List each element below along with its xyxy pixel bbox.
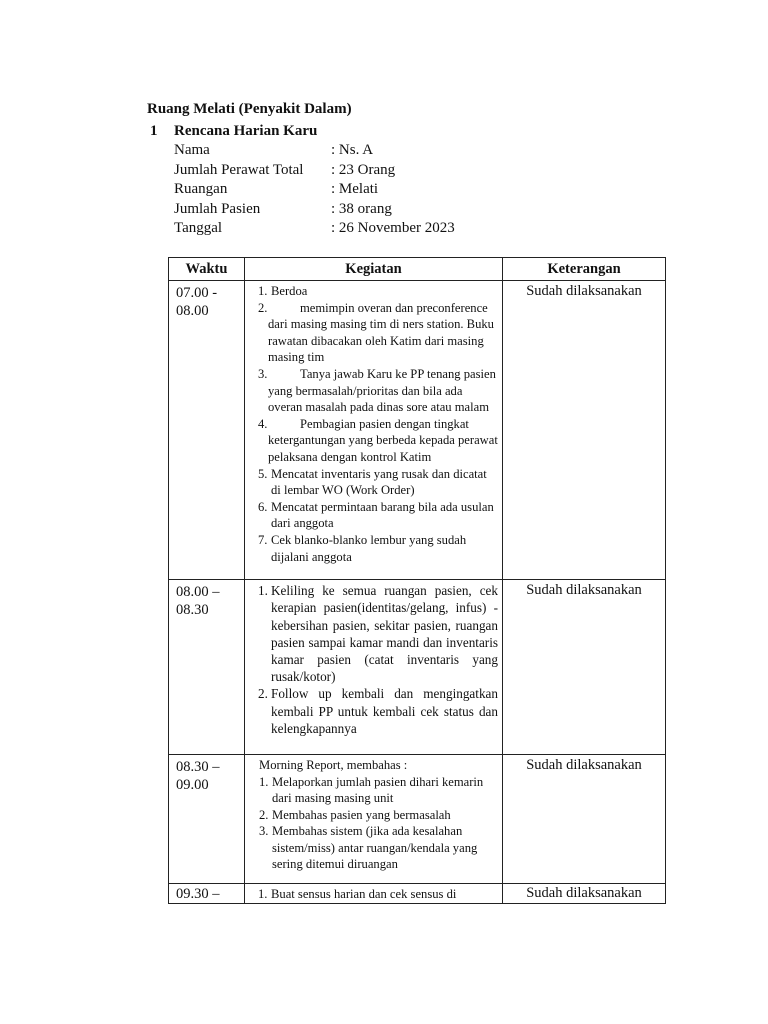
list-item xyxy=(259,823,498,873)
item-number: 4. xyxy=(258,416,268,431)
time-cell xyxy=(169,281,245,580)
table-row xyxy=(169,884,666,904)
item-text: Keliling ke semua ruangan pasien, cek kerapian pasien(identitas/gelang, infus) - kebersihan pasien, sekitar pasien, ruangan pasien sampai kamar mandi dan inventaris kamar pasien (catat inventaris yang rusak/kotor) xyxy=(271,583,498,685)
list-item xyxy=(258,886,498,903)
item-number: 2. xyxy=(259,807,269,822)
item-text: Melaporkan jumlah pasien dihari kemarin dari masing masing unit xyxy=(272,774,484,806)
item-text: memimpin overan dan preconference dari masing masing tim di ners station. Buku rawatan dibacakan oleh Katim dari masing masing tim xyxy=(268,300,494,365)
schedule-table xyxy=(168,257,666,904)
item-number: 5. xyxy=(258,466,268,481)
info-label: Nama xyxy=(174,142,210,158)
list-item xyxy=(258,532,498,565)
section-title: Rencana Harian Karu xyxy=(174,123,318,139)
activity-list xyxy=(245,884,502,903)
activity-cell xyxy=(245,754,503,883)
column-header-waktu: Waktu xyxy=(169,258,245,281)
activity-cell xyxy=(245,281,503,580)
time-cell xyxy=(169,754,245,883)
time-text: 08.30 – 09.00 xyxy=(176,758,220,793)
time-text: 09.30 – xyxy=(176,886,220,903)
time-cell xyxy=(169,884,245,904)
table-row xyxy=(169,754,666,883)
info-row-jumlah-perawat xyxy=(174,162,455,182)
table-row xyxy=(169,281,666,580)
activity-list xyxy=(245,580,502,754)
section-number: 1 xyxy=(150,123,158,139)
time-cell xyxy=(169,580,245,755)
list-item xyxy=(259,807,498,824)
table-row xyxy=(169,580,666,755)
item-text: Mencatat permintaan barang bila ada usulan dari anggota xyxy=(271,499,494,531)
status-text: Sudah dilaksanakan xyxy=(526,885,642,902)
item-text: Follow up kembali dan mengingatkan kembali PP untuk kembali cek status dan kelengkapannya xyxy=(271,686,498,736)
list-item xyxy=(258,416,498,466)
activity-cell xyxy=(245,884,503,904)
list-item xyxy=(258,366,498,416)
item-text: Berdoa xyxy=(271,284,308,298)
info-row-tanggal xyxy=(174,220,455,240)
activity-list xyxy=(245,281,502,579)
info-row-ruangan xyxy=(174,181,455,201)
status-text: Sudah dilaksanakan xyxy=(526,283,642,299)
item-text: Mencatat inventaris yang rusak dan dicatat di lembar WO (Work Order) xyxy=(271,466,487,498)
list-item xyxy=(258,300,498,366)
info-label: Tanggal xyxy=(174,220,223,236)
time-text: 08.00 – 08.30 xyxy=(176,584,220,619)
activity-intro: Morning Report, membahas : xyxy=(259,757,408,772)
info-block xyxy=(174,142,455,240)
info-value: : 23 Orang xyxy=(331,161,396,178)
item-number: 1. xyxy=(258,284,268,298)
item-number: 1. xyxy=(259,774,269,789)
item-text: Membahas sistem (jika ada kesalahan sistem/miss) antar ruangan/kendala yang sering ditemui diruangan xyxy=(272,824,478,872)
list-item xyxy=(258,466,498,499)
status-text: Sudah dilaksanakan xyxy=(526,756,642,773)
column-header-kegiatan: Kegiatan xyxy=(245,258,503,281)
status-cell xyxy=(503,580,666,755)
item-text: Buat sensus harian dan cek sensus di xyxy=(271,887,457,902)
info-value: : Melati xyxy=(331,181,379,197)
item-number: 6. xyxy=(258,499,268,514)
info-value: : Ns. A xyxy=(331,142,374,158)
page-title: Ruang Melati (Penyakit Dalam) xyxy=(147,101,352,117)
info-label: Jumlah Perawat Total xyxy=(174,161,304,178)
item-text: Pembagian pasien dengan tingkat ketergantungan yang berbeda kepada perawat pelaksana dengan kontrol Katim xyxy=(268,416,498,464)
item-text: Membahas pasien yang bermasalah xyxy=(272,807,451,822)
list-item xyxy=(258,685,498,737)
table-header-row xyxy=(169,258,666,281)
info-row-nama xyxy=(174,142,455,162)
item-number: 3. xyxy=(259,824,269,839)
item-number: 7. xyxy=(258,532,268,547)
status-cell xyxy=(503,884,666,904)
item-number: 1. xyxy=(258,887,268,902)
activity-cell xyxy=(245,580,503,755)
info-value: : 26 November 2023 xyxy=(331,220,455,236)
activity-list xyxy=(245,755,502,883)
list-item xyxy=(259,774,498,807)
info-row-jumlah-pasien xyxy=(174,201,455,221)
item-text: Cek blanko-blanko lembur yang sudah dijalani anggota xyxy=(271,532,467,564)
status-cell xyxy=(503,281,666,580)
column-header-keterangan: Keterangan xyxy=(503,258,666,281)
list-item xyxy=(258,582,498,685)
item-number: 1. xyxy=(258,583,268,599)
list-item xyxy=(258,283,498,300)
status-text: Sudah dilaksanakan xyxy=(526,582,642,599)
item-text: Tanya jawab Karu ke PP tenang pasien yang bermasalah/prioritas dan bila ada overan masalah pada dinas sore atau malam xyxy=(268,366,496,415)
item-number: 3. xyxy=(258,366,268,381)
info-label: Jumlah Pasien xyxy=(174,200,261,217)
status-cell xyxy=(503,754,666,883)
item-number: 2. xyxy=(258,300,268,315)
info-label: Ruangan xyxy=(174,181,228,197)
info-value: : 38 orang xyxy=(331,200,392,217)
item-number: 2. xyxy=(258,686,268,702)
time-text: 07.00 - 08.00 xyxy=(176,285,218,319)
list-item xyxy=(258,499,498,532)
